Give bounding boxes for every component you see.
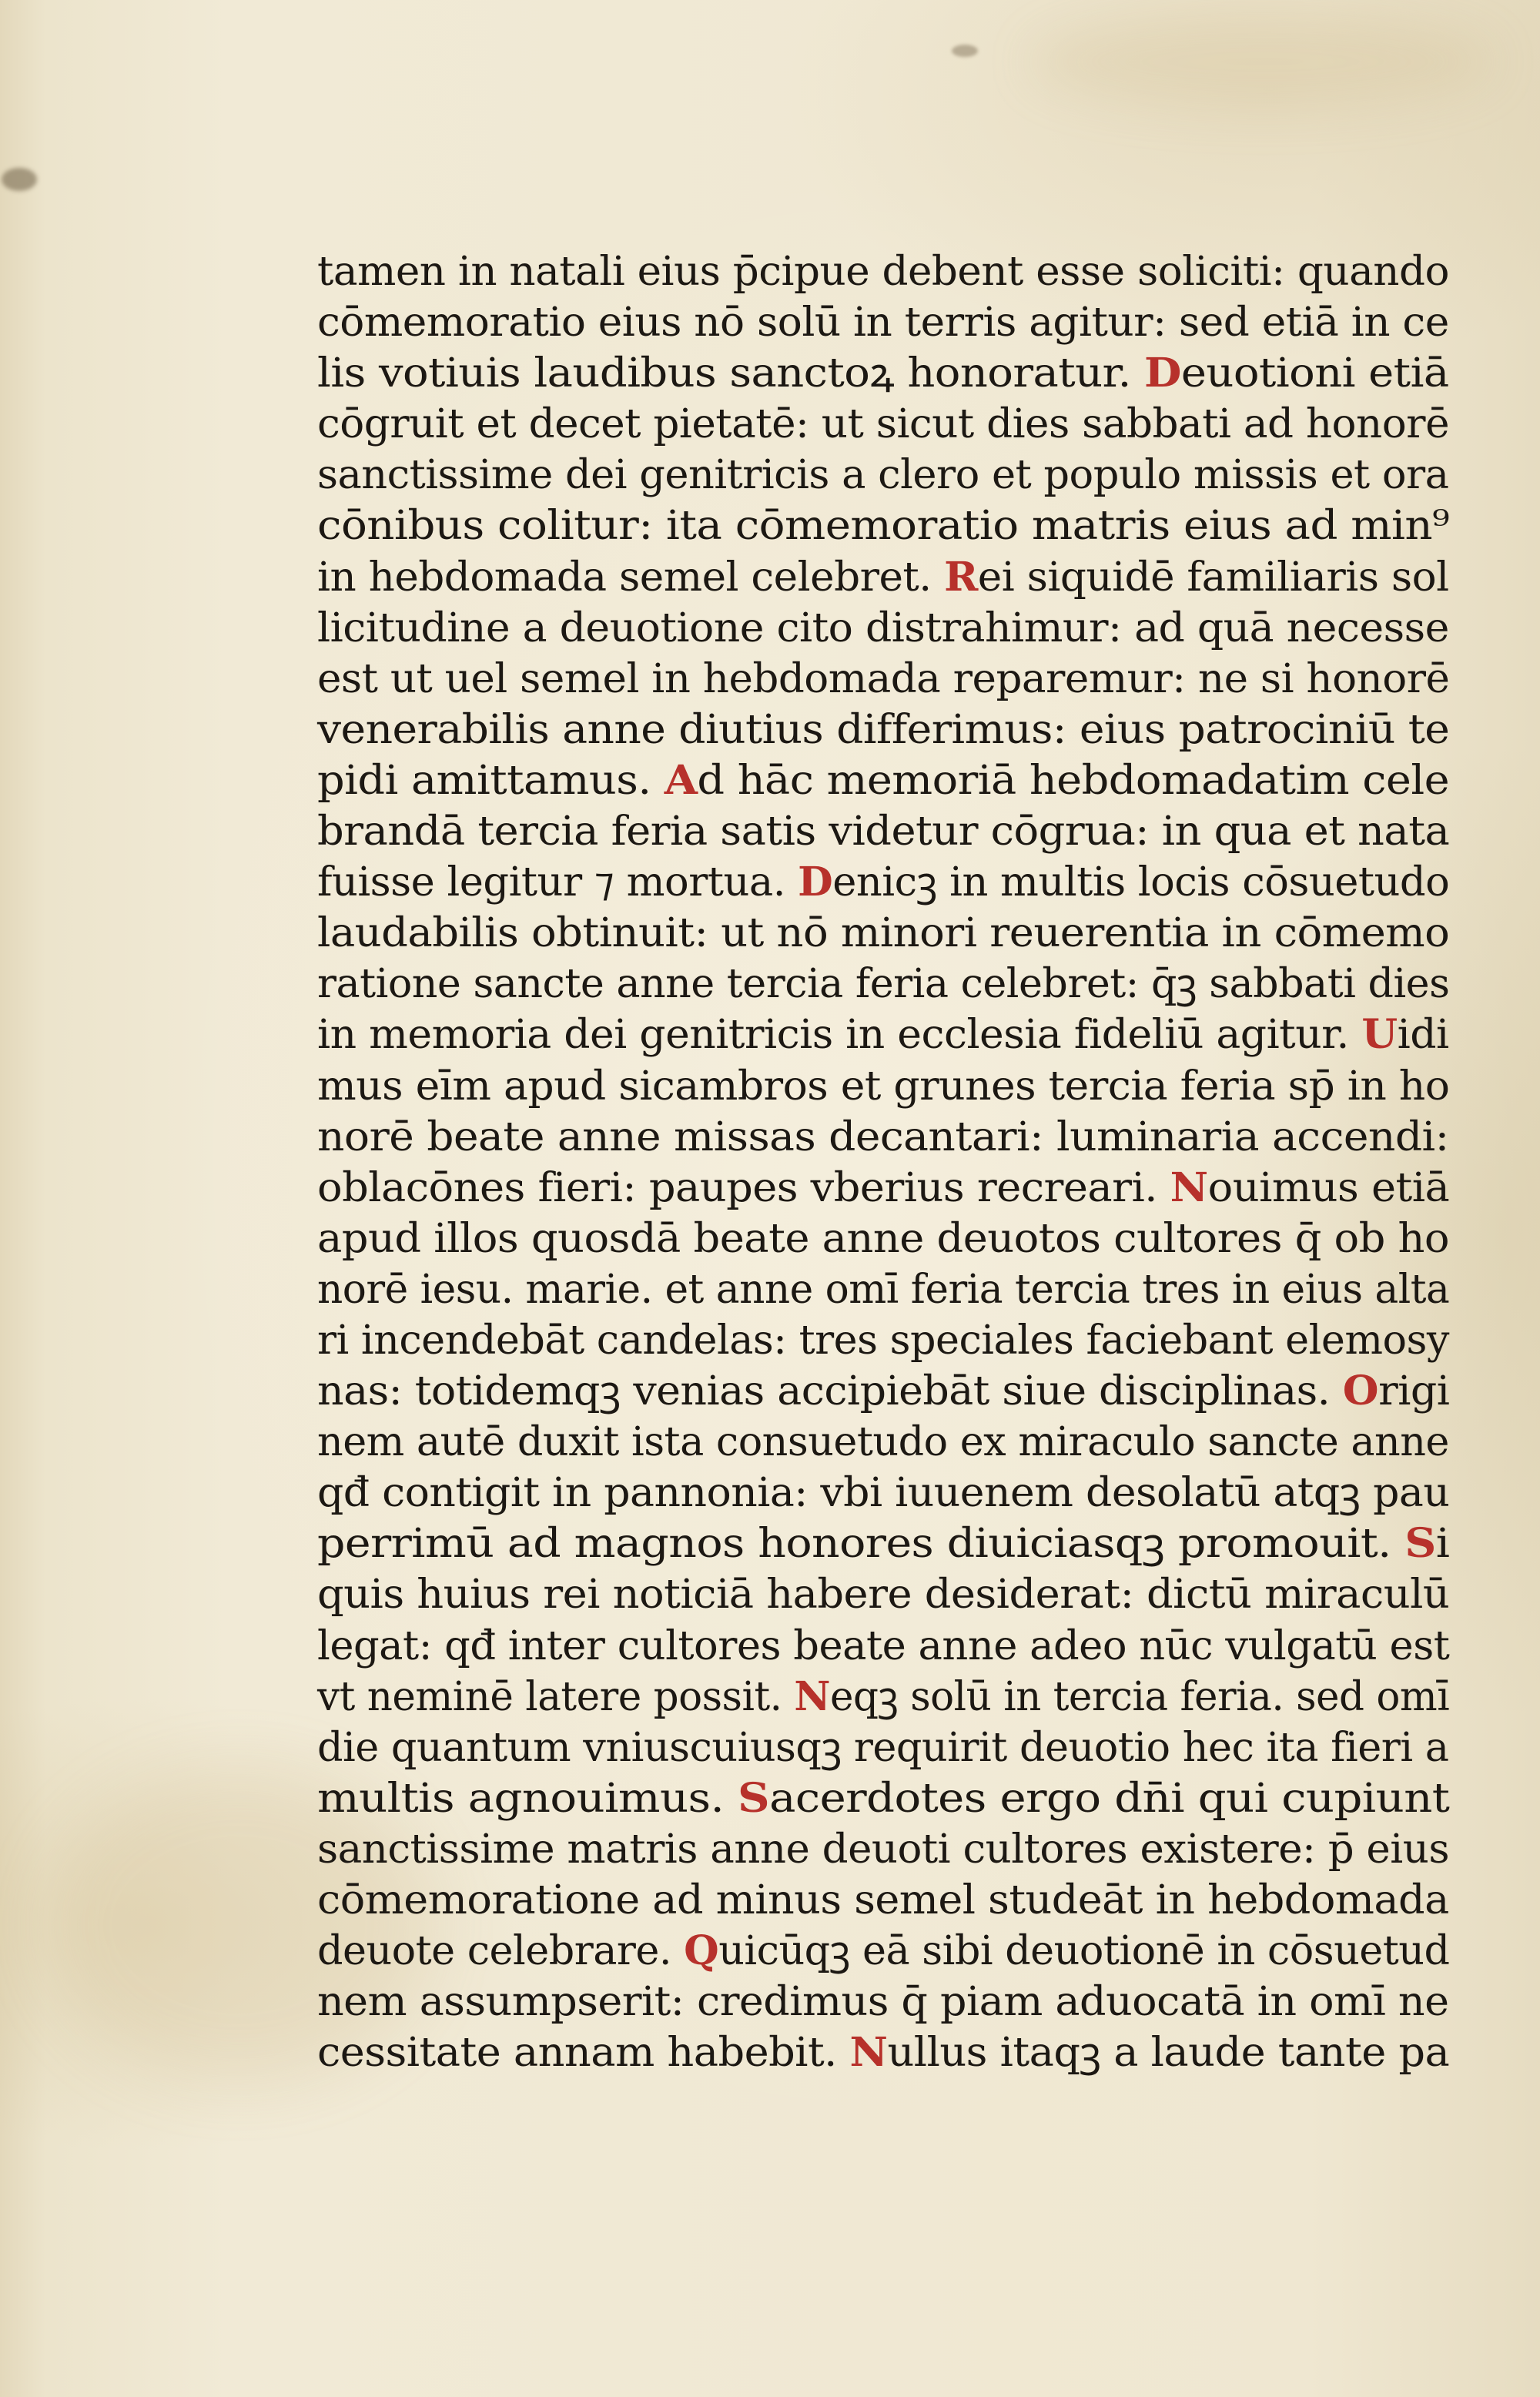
line-text-after: uicūqꝫ eā sibi deuotionē in cōsuetud [718, 1928, 1450, 1975]
water-stain [1032, 15, 1494, 108]
line-text-after: d hāc memoriā hebdomadatim cele [697, 757, 1450, 804]
line-text: nem autē duxit ista consuetudo ex miraculo sancte anne [317, 1419, 1449, 1466]
line-text: multis agnouimus. [317, 1775, 738, 1822]
line-text: deuote celebrare. [317, 1928, 685, 1975]
text-line [317, 1112, 1449, 1163]
line-text: venerabilis anne diutius differimus: eius patrociniū te [317, 706, 1450, 753]
rubricated-initial: D [798, 859, 833, 906]
text-line [317, 1163, 1449, 1214]
text-line [317, 1009, 1449, 1060]
text-line [317, 1569, 1449, 1620]
line-text: in hebdomada semel celebret. [317, 554, 945, 601]
text-line [317, 1621, 1449, 1672]
rubricated-initial: Q [684, 1927, 719, 1975]
line-text: sanctissime dei genitricis a clero et populo missis et ora [317, 452, 1449, 499]
text-line [317, 297, 1449, 348]
line-text: ratione sancte anne tercia feria celebret: q̄ꝫ sabbati dies [317, 961, 1450, 1008]
line-text: lis votiuis laudibus sanctoꝝ honoratur. [317, 350, 1145, 397]
line-text: apud illos quosdā beate anne deuotos cultores q̄ ob ho [317, 1215, 1450, 1262]
text-line [317, 654, 1449, 705]
text-line [317, 500, 1449, 551]
text-line [317, 603, 1449, 654]
line-text: cessitate annam habebit. [317, 2030, 850, 2077]
text-line [317, 552, 1449, 603]
line-text: est ut uel semel in hebdomada reparemur: ne si honorē [317, 655, 1450, 702]
text-line [317, 959, 1449, 1009]
line-text: mus eīm apud sicambros et grunes tercia feria sp̄ in ho [317, 1063, 1450, 1110]
rubricated-initial: N [794, 1672, 831, 1720]
text-line [317, 450, 1449, 500]
line-text: tamen in natali eius p̄cipue debent esse soliciti: quando [317, 249, 1449, 295]
rubricated-initial: A [664, 756, 698, 804]
text-line [317, 1824, 1449, 1875]
line-text: norē iesu. marie. et anne omī feria tercia tres in eius alta [317, 1266, 1450, 1313]
line-text-after: ullus itaqꝫ a laude tante pa [887, 2030, 1450, 2077]
rubricated-initial: R [944, 553, 978, 601]
text-line [317, 1214, 1449, 1264]
line-text: quis huius rei noticiā habere desiderat: dictū miraculū [317, 1572, 1450, 1619]
rubricated-initial: S [738, 1774, 770, 1822]
rubricated-initial: N [1170, 1163, 1208, 1211]
line-text: cōmemoratio eius nō solū in terris agitur: sed etiā in ce [317, 300, 1449, 346]
text-line [317, 1518, 1449, 1569]
line-text-after: euotioni etiā [1180, 350, 1449, 397]
rubricated-initial: D [1144, 350, 1181, 397]
line-text-after: eqꝫ solū in tercia feria. sed omī [830, 1673, 1450, 1720]
line-text-after: ouimus etiā [1207, 1164, 1450, 1211]
text-line [317, 1061, 1449, 1112]
text-line [317, 246, 1449, 297]
text-line [317, 1264, 1449, 1315]
text-line [317, 1926, 1449, 1977]
line-text-after: i [1435, 1521, 1450, 1568]
line-text-after: enicꝫ in multis locis cōsuetudo [832, 859, 1450, 906]
line-text: legat: qđ inter cultores beate anne adeo nūc vulgatū est [317, 1622, 1450, 1669]
text-line [317, 1977, 1449, 2027]
line-text: cōgruit et decet pietatē: ut sicut dies sabbati ad honorē [317, 401, 1450, 448]
text-line [317, 1875, 1449, 1926]
text-line [317, 705, 1449, 755]
rubricated-initial: U [1361, 1011, 1398, 1059]
line-text: licitudine a deuotione cito distrahimur: ad quā necesse [317, 604, 1449, 651]
line-text: laudabilis obtinuit: ut nō minori reuerentia in cōmemo [317, 910, 1450, 957]
text-line [317, 1315, 1449, 1366]
text-line [317, 857, 1449, 908]
line-text: oblacōnes fieri: paupes vberius recreari. [317, 1164, 1170, 1211]
text-line [317, 2027, 1449, 2078]
text-line [317, 806, 1449, 857]
text-line [317, 348, 1449, 399]
line-text: norē beate anne missas decantari: luminaria accendi: [317, 1113, 1449, 1160]
line-text: sanctissime matris anne deuoti cultores existere: p̄ eius [317, 1826, 1449, 1873]
line-text: fuisse legitur ⁊ mortua. [317, 859, 798, 906]
text-line [317, 1417, 1449, 1468]
main-text-column [317, 246, 1449, 2078]
line-text: qđ contigit in pannonia: vbi iuuenem desolatū atqꝫ pau [317, 1470, 1450, 1517]
rubricated-initial: N [849, 2029, 888, 2077]
line-text: pidi amittamus. [317, 757, 665, 804]
line-text: ri incendebāt candelas: tres speciales faciebant elemosy [317, 1317, 1449, 1364]
ink-stain [952, 45, 978, 57]
text-line [317, 1672, 1449, 1722]
line-text: brandā tercia feria satis videtur cōgrua: in qua et nata [317, 808, 1450, 855]
line-text: in memoria dei genitricis in ecclesia fideliū agitur. [317, 1012, 1362, 1059]
text-line [317, 908, 1449, 959]
line-text-after: idi [1397, 1012, 1449, 1059]
text-line [317, 755, 1449, 806]
line-text-after: rigi [1378, 1368, 1450, 1415]
line-text: nas: totidemqꝫ venias accipiebāt siue disciplinas. [317, 1368, 1343, 1415]
line-text: cōmemoratione ad minus semel studeāt in hebdomada [317, 1877, 1449, 1923]
rubricated-initial: S [1404, 1520, 1436, 1568]
line-text: nem assumpserit: credimus q̄ piam aduocatā in omī ne [317, 1979, 1449, 2026]
line-text: perrimū ad magnos honores diuiciasqꝫ promouit. [317, 1521, 1405, 1568]
line-text-after: ei siquidē familiaris sol [977, 554, 1449, 601]
text-line [317, 1722, 1449, 1773]
text-line [317, 1366, 1449, 1417]
ink-stain [2, 168, 37, 191]
text-line [317, 1468, 1449, 1518]
line-text: cōnibus colitur: ita cōmemoratio matris eius ad min⁹ [317, 503, 1450, 550]
rubricated-initial: O [1342, 1368, 1379, 1415]
line-text-after: acerdotes ergo dn̄i qui cupiunt [769, 1775, 1450, 1822]
text-line [317, 399, 1449, 450]
line-text: die quantum vniuscuiusqꝫ requirit deuotio hec ita fieri a [317, 1724, 1449, 1771]
line-text: vt neminē latere possit. [317, 1673, 795, 1720]
text-line [317, 1773, 1449, 1824]
